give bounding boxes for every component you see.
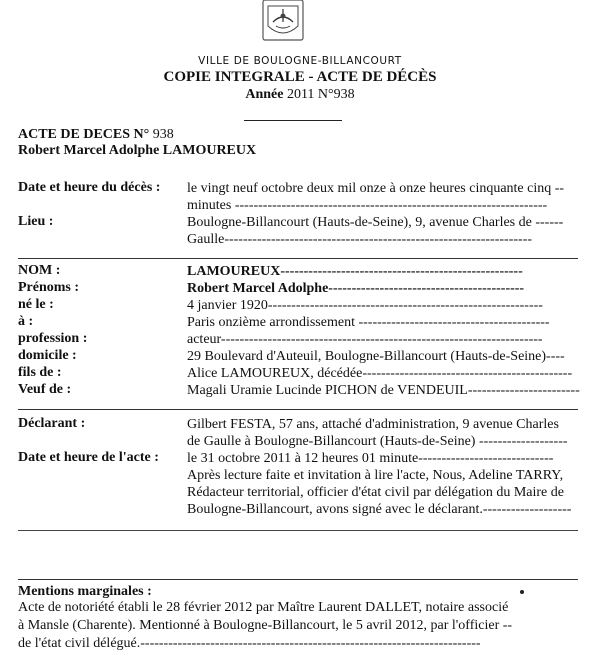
year-line — [0, 87, 600, 103]
year-value: 2011 N°938 — [286, 87, 355, 102]
section-divider — [18, 579, 578, 580]
declarant-label: Déclarant : — [18, 416, 86, 431]
birth-place-label: à : — [18, 314, 34, 329]
birth-place-value: Paris onzième arrondissement ----------------------------------------- — [187, 315, 550, 330]
mentions-line-3: de l'état civil délégué.------------------------------------------------------------------------- — [18, 636, 481, 651]
birth-date-value: 4 janvier 1920----------------------------------------------------------- — [187, 298, 543, 313]
prenoms-value: Robert Marcel Adolphe------------------------------------------ — [187, 281, 525, 296]
declarant-value-cont: de Gaulle à Boulogne-Billancourt (Hauts-de-Seine) ------------------- — [187, 434, 568, 449]
act-statement-line-2: Rédacteur territorial, officier d'état civil par délégation du Maire de — [187, 485, 564, 500]
profession-label: profession : — [18, 331, 88, 346]
death-date-label: Date et heure du décès : — [18, 180, 161, 195]
widower-value: Magali Uramie Lucinde PICHON de VENDEUIL------------------------ — [187, 383, 580, 398]
year-label: Année — [245, 87, 284, 102]
ink-dot — [520, 590, 524, 594]
act-date-label: Date et heure de l'acte : — [18, 450, 159, 465]
nom-value: LAMOUREUX---------------------------------------------------- — [187, 264, 523, 279]
declarant-value: Gilbert FESTA, 57 ans, attaché d'administration, 9 avenue Charles — [187, 417, 559, 432]
act-number-value: 938 — [152, 127, 174, 142]
act-date-value: le 31 octobre 2011 à 12 heures 01 minute----------------------------- — [187, 451, 554, 466]
act-statement-line-3: Boulogne-Billancourt, avons signé avec le déclarant.------------------- — [187, 502, 572, 517]
death-date-value: le vingt neuf octobre deux mil onze à onze heures cinquante cinq -- — [187, 181, 565, 196]
prenoms-label: Prénoms : — [18, 280, 80, 295]
mentions-line-1: Acte de notoriété établi le 28 février 2012 par Maître Laurent DALLET, notaire associé — [18, 600, 509, 615]
place-label: Lieu : — [18, 214, 54, 229]
profession-value: acteur--------------------------------------------------------------------- — [187, 332, 543, 347]
header-divider — [244, 120, 342, 121]
widower-label: Veuf de : — [18, 382, 72, 397]
section-divider — [18, 409, 578, 410]
document-title: COPIE INTEGRALE - ACTE DE DÉCÈS — [163, 69, 437, 85]
birth-date-label: né le : — [18, 297, 54, 312]
nom-label: NOM : — [18, 263, 61, 278]
city-name: VILLE DE BOULOGNE-BILLANCOURT — [198, 55, 402, 67]
death-date-value-cont: minutes ------------------------------------------------------------------- — [187, 198, 548, 213]
domicile-label: domicile : — [18, 348, 77, 363]
parent-label: fils de : — [18, 365, 62, 380]
act-number-label: ACTE DE DECES N° — [18, 127, 150, 142]
signature-divider — [18, 530, 578, 531]
domicile-value: 29 Boulevard d'Auteuil, Boulogne-Billancourt (Hauts-de-Seine)---- — [187, 349, 565, 364]
place-value: Boulogne-Billancourt (Hauts-de-Seine), 9, avenue Charles de ------ — [187, 215, 564, 230]
act-statement-line-1: Après lecture faite et invitation à lire l'acte, Nous, Adeline TARRY, — [187, 468, 564, 483]
mentions-text — [18, 599, 580, 653]
mentions-line-2: à Mansle (Charente). Mentionné à Boulogne-Billancourt, le 5 avril 2012, par l'officier -- — [18, 618, 513, 633]
deceased-name: Robert Marcel Adolphe LAMOUREUX — [18, 143, 257, 158]
parent-value: Alice LAMOUREUX, décédée--------------------------------------------- — [187, 366, 573, 381]
mentions-label: Mentions marginales : — [18, 584, 152, 599]
act-number — [18, 127, 174, 143]
place-value-cont: Gaulle------------------------------------------------------------------ — [187, 232, 533, 247]
section-divider — [18, 258, 578, 259]
city-seal-icon — [258, 0, 308, 44]
